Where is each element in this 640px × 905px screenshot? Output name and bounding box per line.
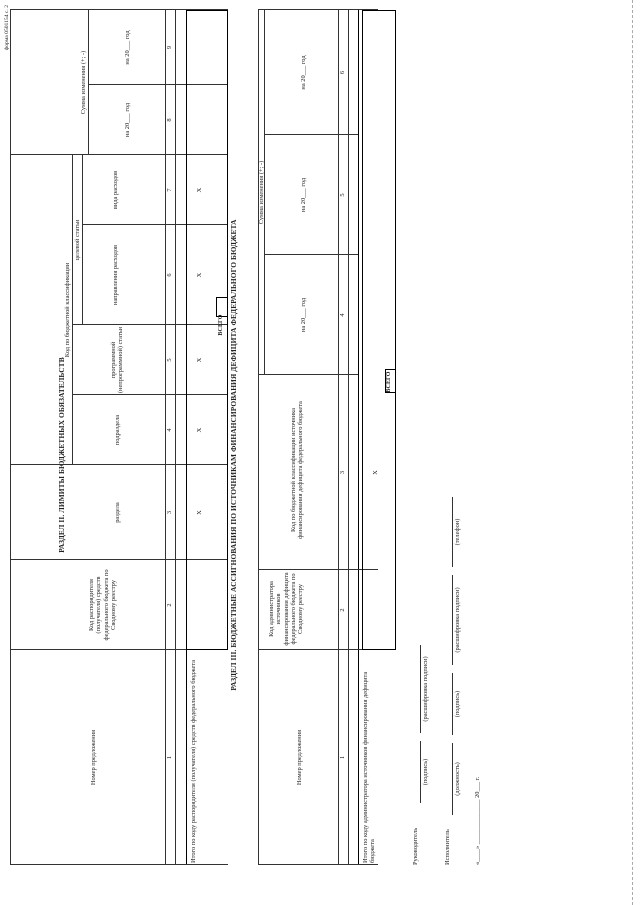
s2-col-number: Номер предложения [90,729,97,786]
s2-num-8: 8 [166,118,173,122]
sig-exec-label: Исполнитель [444,829,451,865]
s3-total-label: Итого по коду администратора источников финансирования дефицита бюджета [362,671,377,863]
s3-col-changes: Сумма изменения (+; -) [258,160,265,225]
s2-col-program: программной (непрограммной) статьи [110,326,125,394]
s3-col-kbk: Код по бюджетной классификации источника финансирования дефицита федерального бюджета [290,401,305,539]
sig-exec-phone: (телефон) [454,518,461,546]
s3-num-1: 1 [339,755,346,760]
s2-total-label: Итого по коду распорядителя (получателя) средств федерального бюджета [190,659,197,863]
s2-col-changes: Сумма изменения (+; -) [80,50,87,115]
s2-num-9: 9 [166,45,173,50]
s2-vsego: ВСЕГО [218,314,224,336]
s3-col-code: Код администратора источников финансирования дефицита федерального бюджета по Сводному реестру [268,572,305,646]
s2-col-code: Код распорядителя (получателя) средств федерального бюджета по Сводному реестру [88,569,118,641]
s2-num-3: 3 [166,510,173,515]
s2-col-target: целевой статьи [74,219,81,261]
s3-num-4: 4 [339,313,346,317]
s2-x-4: X [196,272,203,278]
s2-num-4: 4 [166,428,173,432]
form-code: форма 0501154 с. 2 [4,5,10,51]
s3-num-6: 6 [339,70,346,75]
sig-exec-signature: (подпись) [454,690,461,718]
s2-col-direction: направления расходов [112,244,119,306]
s3-year2: на 20___ год [300,177,307,213]
section3-title: РАЗДЕЛ III. БЮДЖЕТНЫЕ АССИГНОВАНИЯ ПО ИСТОЧНИКАМ ФИНАНСИРОВАНИЯ ДЕФИЦИТА ФЕДЕРАЛЬНОГО БЮДЖЕТА [229,219,238,691]
s2-col-subsection: подраздела [114,414,121,446]
s2-num-1: 1 [166,755,173,760]
s3-num-2: 2 [339,608,346,612]
s3-vsego: ВСЕГО [386,371,392,393]
sig-head-label: Руководитель [412,827,419,865]
s2-num-7: 7 [166,188,173,192]
sig-head-decode: (расшифровка подписи) [422,656,429,722]
s3-year3: на 20___ год [300,55,307,90]
s2-x-3: X [196,357,203,363]
sig-date: «____» ______________ 20___ г. [474,776,481,865]
s2-year1: на 20___ год [124,102,131,138]
s2-year2: на 20___ год [124,30,131,65]
s2-num-6: 6 [166,273,173,277]
s2-col-section: раздела [114,502,121,523]
s3-col-number: Номер предложения [296,729,303,786]
cut-line [632,0,633,905]
s2-x-1: X [196,510,203,515]
sig-exec-decode: (расшифровка подписи) [454,587,461,653]
sig-head-signature: (подпись) [422,758,429,786]
s3-num-3: 3 [339,470,346,475]
s2-x-5: X [196,187,203,193]
s2-num-2: 2 [166,603,173,607]
s2-col-kbk: Код по бюджетной классификации [64,262,71,358]
s2-x-2: X [196,427,203,433]
s2-num-5: 5 [166,358,173,362]
s3-num-5: 5 [339,193,346,197]
sig-exec-position: (должность) [454,762,461,796]
s2-col-expense-type: вида расходов [112,170,119,210]
section2-title: РАЗДЕЛ II. ЛИМИТЫ БЮДЖЕТНЫХ ОБЯЗАТЕЛЬСТВ [57,357,66,553]
s3-x: X [372,470,379,475]
s3-year1: на 20___ год [300,297,307,333]
